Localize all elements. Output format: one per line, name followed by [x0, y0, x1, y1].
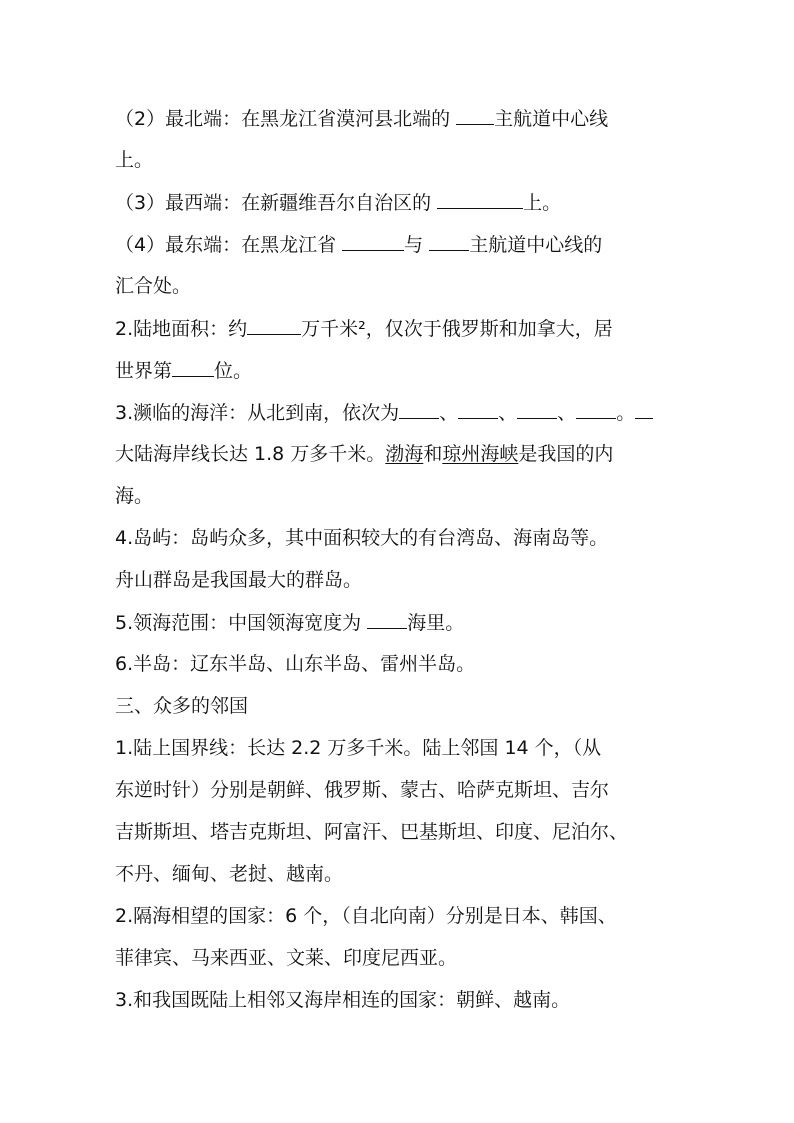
text: 2.隔海相望的国家：6 个，（自北向南）分别是日本、韩国、: [115, 905, 617, 927]
line-continuation: [115, 862, 343, 886]
text: 、: [439, 402, 459, 424]
text: 3.濒临的海洋：从北到南，依次为: [115, 402, 400, 424]
fill-blank: [247, 316, 301, 335]
text: 大陆海岸线长达 1.8 万多千米。: [115, 443, 386, 465]
line-continuation: [115, 148, 153, 172]
text: （2）最北端：在黑龙江省漠河县北端的: [115, 108, 451, 130]
text: 海里。: [407, 612, 465, 634]
line-continuation: [115, 274, 191, 298]
text: 和: [423, 443, 443, 465]
line-continuation: [115, 946, 457, 970]
fill-blank: [458, 400, 498, 419]
line-continuation: [115, 358, 252, 383]
line-northernmost: [115, 106, 608, 131]
text: 、: [557, 402, 577, 424]
text: 2.陆地面积：约: [115, 318, 248, 340]
fill-blank: [367, 610, 407, 629]
line-territorial-sea: [115, 610, 464, 635]
text: 汇合处。: [115, 275, 192, 297]
line-islands: [115, 526, 608, 550]
line-easternmost: [115, 232, 602, 257]
text: 位。: [214, 360, 253, 382]
line-land-border: [115, 736, 601, 760]
text: 上。: [523, 192, 562, 214]
text: 世界第: [115, 360, 173, 382]
fill-blank: [517, 400, 557, 419]
text: 万千米²，仅次于俄罗斯和加拿大，居: [301, 318, 613, 340]
text: 主航道中心线的: [469, 234, 603, 256]
line-land-and-sea-neighbors: [115, 988, 570, 1012]
fill-blank: [399, 400, 439, 419]
fill-blank: [576, 400, 616, 419]
text: 是我国的内: [518, 443, 614, 465]
line-seas: [115, 400, 653, 425]
text: 3.和我国既陆上相邻又海岸相连的国家：朝鲜、越南。: [115, 989, 571, 1011]
underlined-term: 渤海: [385, 443, 424, 465]
text: 三、众多的邻国: [115, 695, 249, 717]
text: 6.半岛：辽东半岛、山东半岛、雷州半岛。: [115, 653, 476, 675]
text: （4）最东端：在黑龙江省: [115, 234, 337, 256]
text: 吉斯斯坦、塔吉克斯坦、阿富汗、巴基斯坦、印度、尼泊尔、: [115, 821, 629, 843]
text: 东逆时针）分别是朝鲜、俄罗斯、蒙古、哈萨克斯坦、吉尔: [115, 779, 610, 801]
text: 4.岛屿：岛屿众多，其中面积较大的有台湾岛、海南岛等。: [115, 527, 609, 549]
line-westernmost: [115, 190, 561, 215]
text: 菲律宾、马来西亚、文莱、印度尼西亚。: [115, 947, 458, 969]
text: 海。: [115, 485, 154, 507]
line-continuation: [115, 778, 609, 802]
fill-blank: [635, 400, 653, 419]
fill-blank: [456, 106, 494, 125]
text: 1.陆上国界线：长达 2.2 万多千米。陆上邻国 14 个，（从: [115, 737, 602, 759]
line-continuation: [115, 820, 628, 844]
text: 上。: [115, 149, 154, 171]
text: 与: [404, 234, 424, 256]
fill-blank: [429, 232, 469, 251]
fill-blank: [437, 190, 523, 209]
text: 主航道中心线: [494, 108, 609, 130]
line-continuation: [115, 568, 362, 592]
text: 不丹、缅甸、老挝、越南。: [115, 863, 344, 885]
underlined-term: 琼州海峡: [442, 443, 519, 465]
fill-blank: [342, 232, 404, 251]
text: （3）最西端：在新疆维吾尔自治区的: [115, 192, 432, 214]
line-coastline: [115, 442, 613, 466]
text: 。: [616, 402, 636, 424]
fill-blank: [172, 358, 214, 377]
line-sea-neighbors: [115, 904, 617, 928]
line-peninsulas: [115, 652, 475, 676]
line-land-area: [115, 316, 613, 341]
text: 、: [498, 402, 518, 424]
section-heading: [115, 694, 248, 718]
text: 舟山群岛是我国最大的群岛。: [115, 569, 363, 591]
text: 5.领海范围：中国领海宽度为: [115, 612, 362, 634]
line-continuation: [115, 484, 153, 508]
